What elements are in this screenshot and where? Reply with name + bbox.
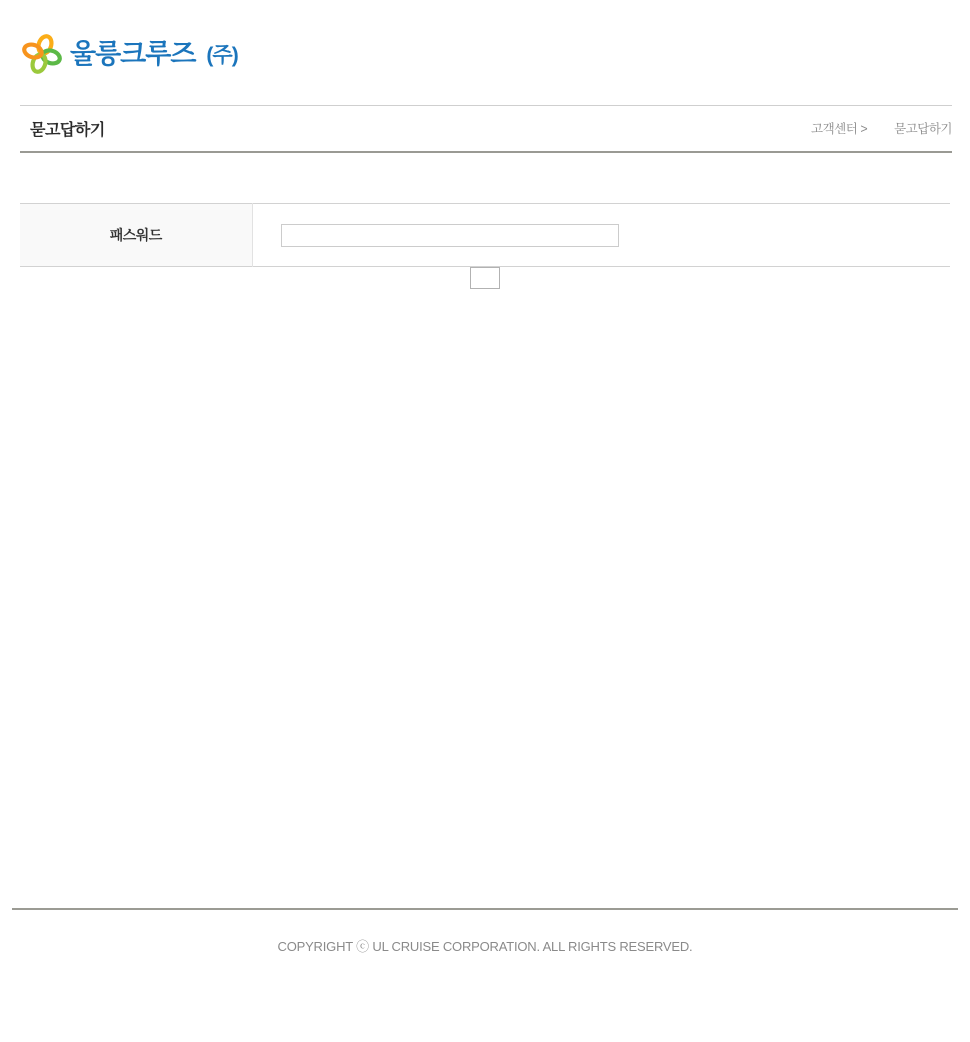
breadcrumb-current: 묻고답하기: [894, 121, 952, 136]
password-cell: [252, 204, 950, 267]
logo-suffix: (주): [206, 44, 238, 67]
logo-text: 울릉크루즈: [70, 38, 196, 69]
table-row: [20, 204, 950, 267]
submit-button[interactable]: [470, 267, 500, 289]
title-bar: [20, 105, 952, 153]
breadcrumb-parent-label: 고객센터: [811, 121, 858, 136]
breadcrumb-parent[interactable]: [811, 122, 867, 136]
password-table: [20, 203, 950, 267]
flower-pinwheel-icon: [22, 33, 62, 75]
password-label: 패스워드: [20, 204, 252, 267]
password-form-section: [20, 203, 950, 290]
footer: [12, 908, 958, 955]
submit-row: [20, 267, 950, 290]
logo[interactable]: [22, 33, 238, 75]
page-title: 묻고답하기: [30, 122, 105, 139]
password-input[interactable]: [281, 224, 619, 247]
header: [0, 0, 970, 105]
copyright-text: COPYRIGHT ⓒ UL CRUISE CORPORATION. ALL RIGHTS RESERVED.: [277, 939, 693, 954]
breadcrumb-separator: >: [860, 121, 868, 136]
breadcrumb: [811, 119, 952, 139]
